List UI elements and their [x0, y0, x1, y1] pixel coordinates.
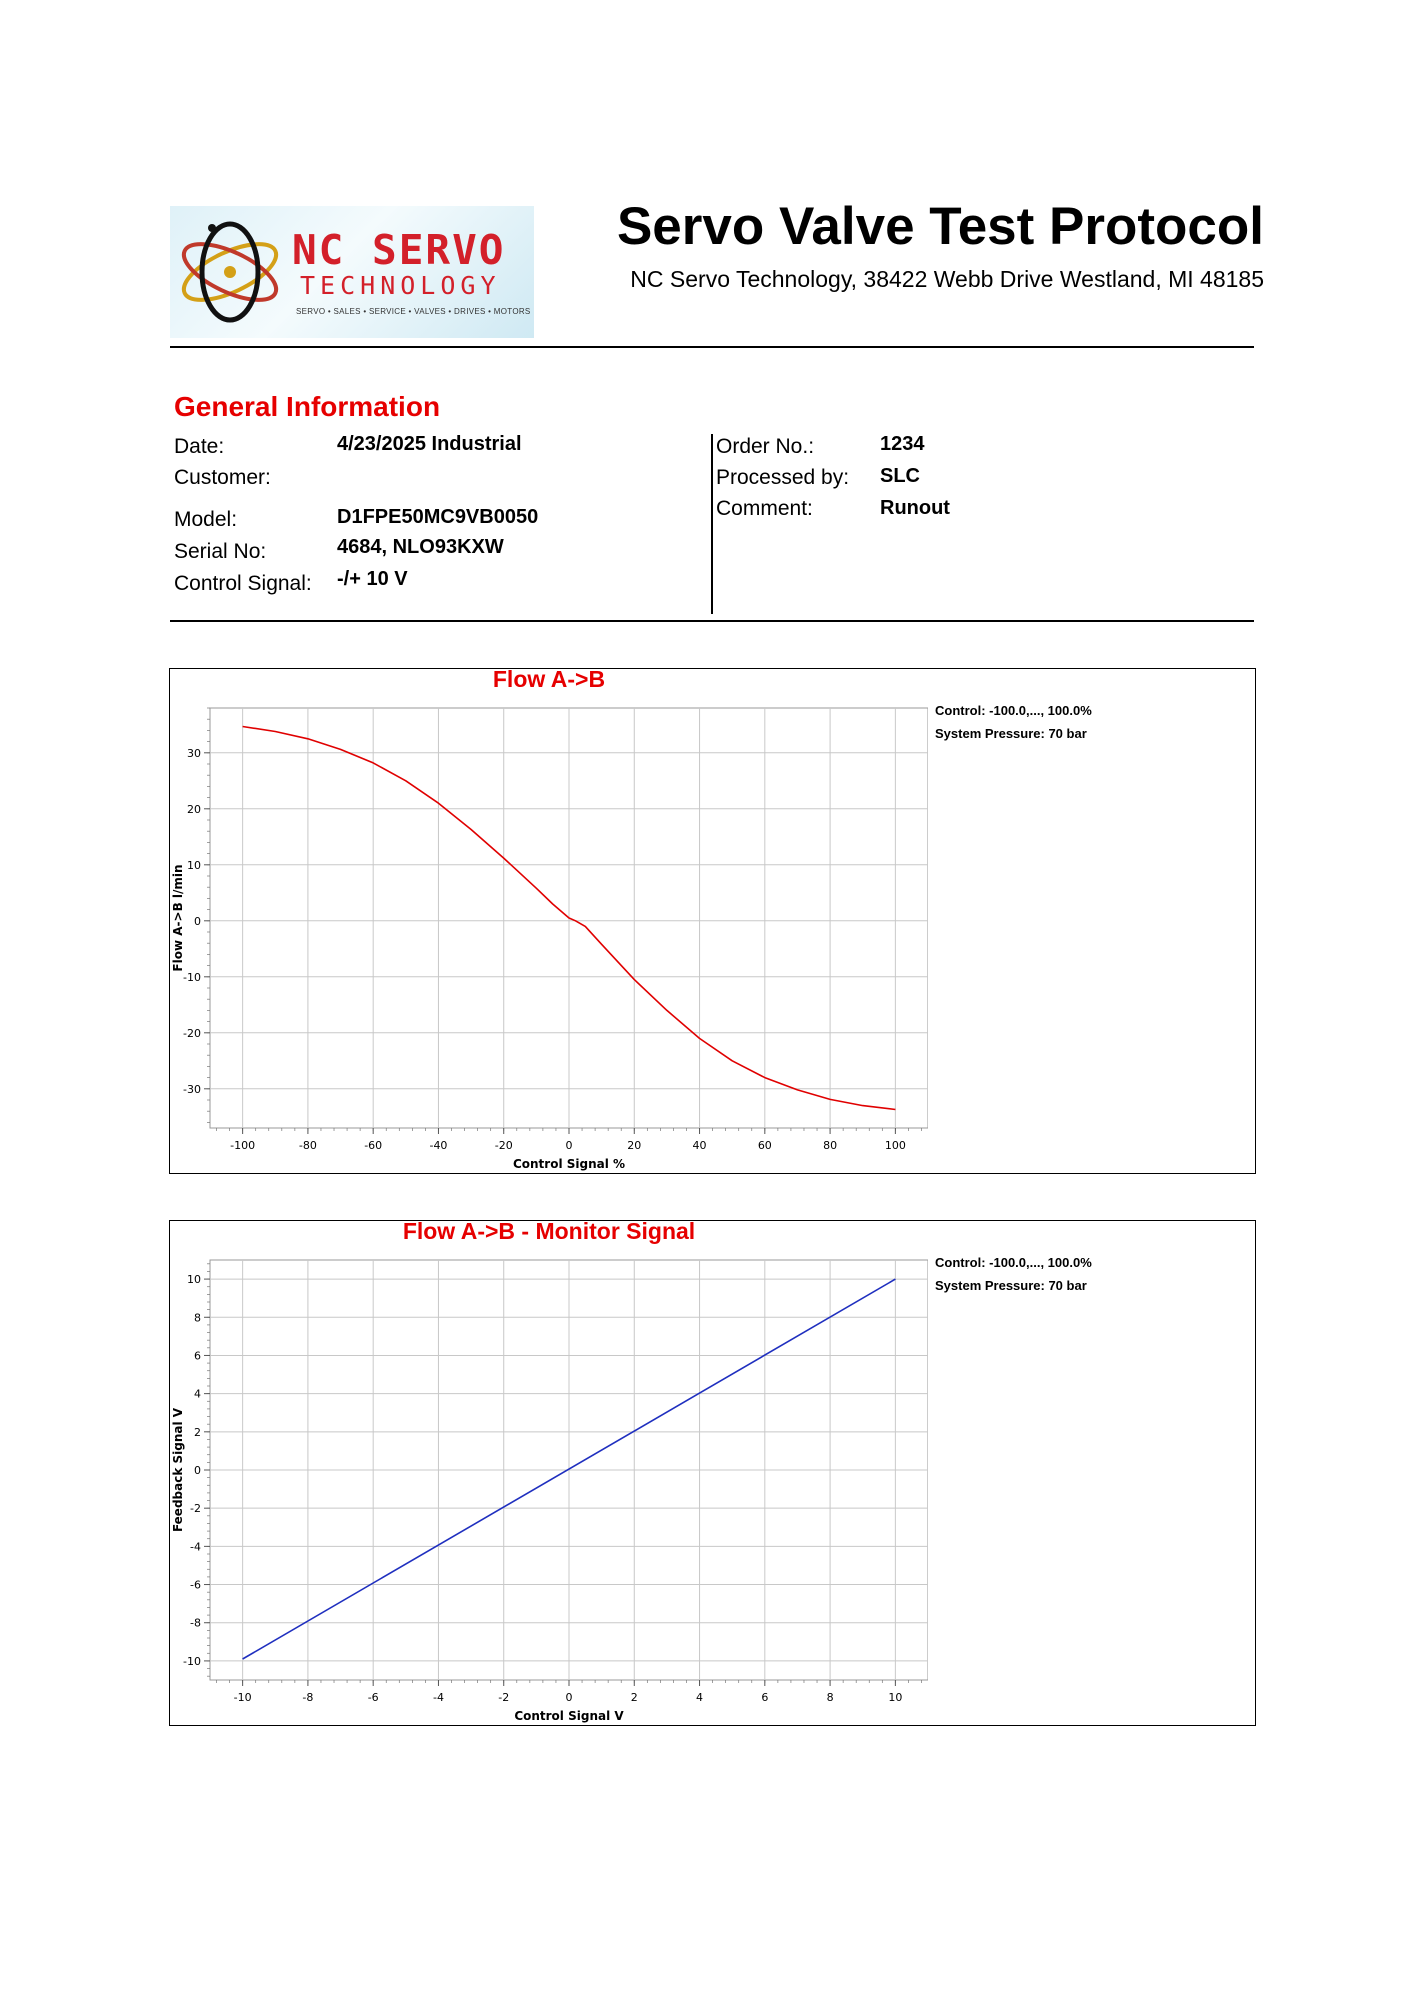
y-tick-label: -2	[190, 1502, 201, 1516]
y-tick-label: 10	[187, 858, 201, 872]
x-tick-label: 10	[888, 1691, 903, 1704]
chart-note-control: Control: -100.0,..., 100.0%	[935, 703, 1092, 718]
value-comment: Runout	[880, 497, 950, 519]
flow-chart	[170, 690, 928, 1174]
document-title: Servo Valve Test Protocol	[616, 197, 1264, 256]
value-serial-no: 4684, NLO93KXW	[337, 536, 504, 558]
chart-title: Flow A->B	[492, 666, 606, 692]
x-tick-label: 2	[630, 1691, 638, 1704]
logo-name: NC SERVO	[292, 226, 506, 274]
label-order-no: Order No.:	[716, 435, 815, 458]
chart-note-pressure: System Pressure: 70 bar	[935, 726, 1087, 741]
x-tick-label: -100	[230, 1139, 256, 1152]
chart-note-control: Control: -100.0,..., 100.0%	[935, 1255, 1092, 1270]
label-date: Date:	[174, 435, 225, 458]
y-tick-label: -10	[183, 1654, 201, 1668]
x-tick-label: -6	[367, 1691, 379, 1704]
x-tick-label: -4	[432, 1691, 444, 1704]
value-order-no: 1234	[880, 433, 925, 455]
logo-tagline: SERVO • SALES • SERVICE • VALVES • DRIVES • MOTORS	[296, 307, 531, 316]
y-tick-label: 10	[187, 1273, 201, 1287]
y-tick-label: -10	[183, 970, 201, 984]
y-tick-label: 0	[194, 914, 201, 928]
label-model: Model:	[174, 508, 238, 531]
y-tick-label: -30	[183, 1082, 201, 1096]
label-comment: Comment:	[716, 497, 813, 520]
monitor-chart	[170, 1242, 928, 1726]
label-serial-no: Serial No:	[174, 540, 267, 563]
y-tick-label: 6	[194, 1349, 201, 1363]
x-tick-label: -8	[302, 1691, 314, 1704]
logo-subname: TECHNOLOGY	[300, 271, 501, 300]
company-address: NC Servo Technology, 38422 Webb Drive Westland, MI 48185	[630, 266, 1264, 292]
x-tick-label: 80	[823, 1139, 838, 1152]
y-tick-label: -20	[183, 1026, 201, 1040]
chart-note-pressure: System Pressure: 70 bar	[935, 1278, 1087, 1293]
section-title-general-information: General Information	[174, 391, 441, 422]
y-tick-label: 0	[194, 1464, 201, 1477]
y-tick-label: 4	[194, 1387, 201, 1401]
value-date: 4/23/2025 Industrial	[337, 433, 522, 455]
x-tick-label: 0	[565, 1691, 573, 1704]
y-axis-title: Flow A->B l/min	[171, 864, 185, 972]
x-tick-label: -20	[494, 1139, 513, 1152]
y-axis-title: Feedback Signal V	[171, 1407, 185, 1533]
y-tick-label: -8	[190, 1616, 201, 1630]
x-tick-label: 0	[565, 1139, 573, 1152]
x-tick-label: -80	[298, 1139, 317, 1152]
x-axis-title: Control Signal V	[514, 1709, 624, 1723]
company-logo	[170, 206, 534, 338]
value-model: D1FPE50MC9VB0050	[337, 506, 539, 528]
x-tick-label: 4	[696, 1691, 704, 1704]
x-tick-label: -40	[429, 1139, 448, 1152]
y-tick-label: -4	[190, 1540, 201, 1554]
y-tick-label: -6	[190, 1578, 201, 1592]
label-processed-by: Processed by:	[716, 466, 850, 489]
x-axis-title: Control Signal %	[512, 1157, 626, 1171]
x-tick-label: 100	[884, 1139, 906, 1152]
y-tick-label: 2	[194, 1425, 201, 1439]
x-tick-label: 8	[826, 1691, 834, 1704]
x-tick-label: -2	[498, 1691, 510, 1704]
value-control-signal: -/+ 10 V	[337, 568, 408, 590]
y-tick-label: 20	[187, 802, 201, 816]
info-column-divider	[711, 434, 713, 614]
x-tick-label: 6	[761, 1691, 769, 1704]
chart-title: Flow A->B - Monitor Signal	[402, 1218, 696, 1244]
x-tick-label: 60	[757, 1139, 772, 1152]
x-tick-label: 40	[692, 1139, 707, 1152]
label-customer: Customer:	[174, 466, 271, 489]
info-divider	[170, 620, 1254, 622]
value-processed-by: SLC	[880, 465, 920, 487]
label-control-signal: Control Signal:	[174, 572, 312, 595]
y-tick-label: 30	[187, 746, 201, 760]
y-tick-label: 8	[194, 1311, 201, 1325]
x-tick-label: -10	[233, 1691, 252, 1704]
x-tick-label: -60	[364, 1139, 383, 1152]
header-divider	[170, 346, 1254, 348]
x-tick-label: 20	[627, 1139, 642, 1152]
